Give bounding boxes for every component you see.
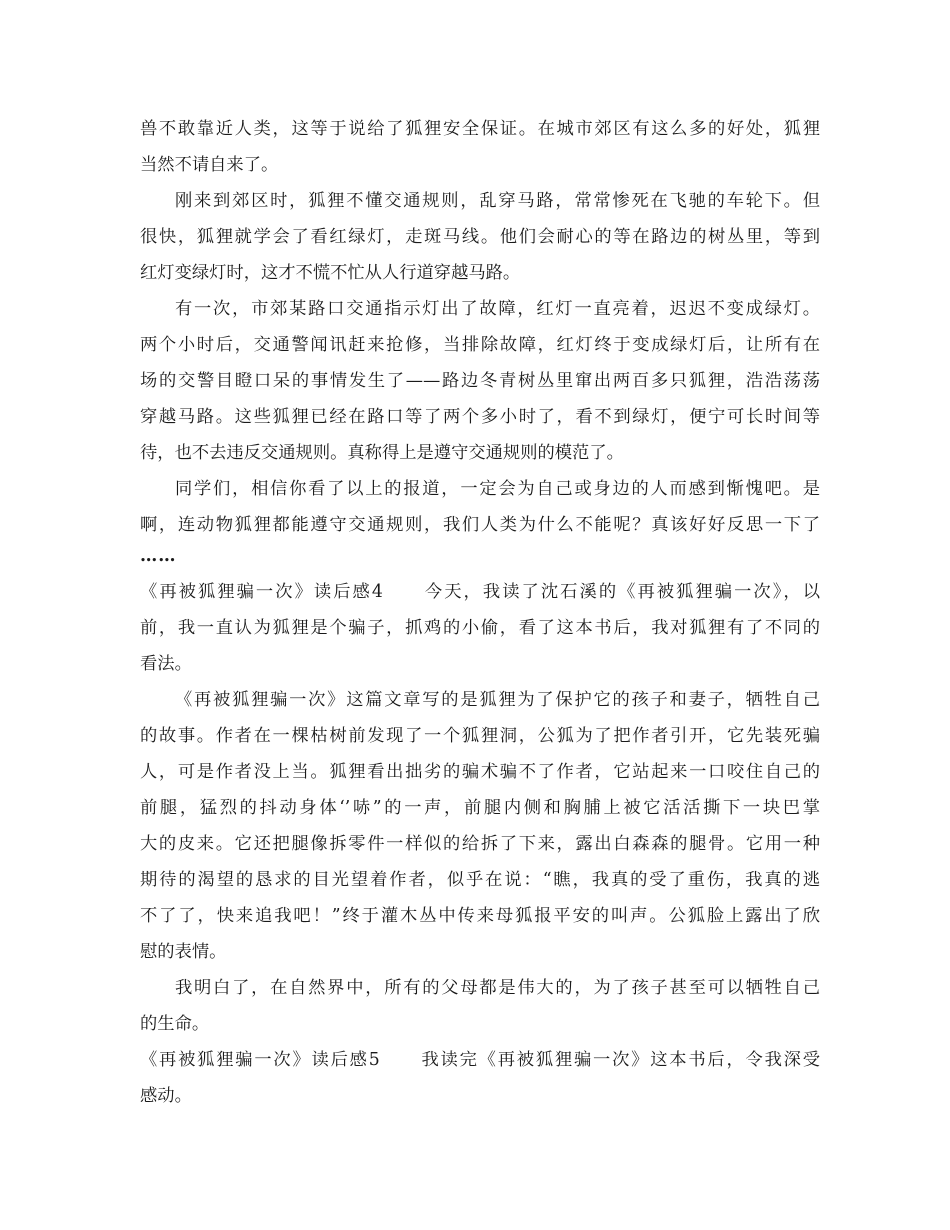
text-line: 两个小时后，交通警闻讯赶来抢修，当排除故障，红灯终于变成绿灯后，让所有在: [140, 335, 820, 355]
text-line: 待，也不去违反交通规则。真称得上是遵守交通规则的模范了。: [140, 443, 624, 463]
section-title: 《再被狐狸骗一次》读后感4: [140, 582, 383, 602]
text-line: 有一次，市郊某路口交通指示灯出了故障，红灯一直亮着，迟迟不变成绿灯。: [175, 299, 820, 319]
text-line: 红灯变绿灯时，这才不慌不忙从人行道穿越马路。: [140, 263, 521, 283]
section-heading-line: [140, 1049, 820, 1071]
section-title: 《再被狐狸骗一次》读后感5: [140, 1050, 380, 1070]
text-line: 当然不请自来了。: [140, 155, 279, 175]
text-line: 我读完《再被狐狸骗一次》这本书后，令我深受: [419, 1050, 820, 1070]
text-line: 同学们，相信你看了以上的报道，一定会为自己或身边的人而感到惭愧吧。是: [175, 479, 820, 499]
text-line: 《再被狐狸骗一次》这篇文章写的是狐狸为了保护它的孩子和妻子，牺牲自己: [175, 690, 820, 710]
text-line: 感动。: [140, 1086, 192, 1106]
text-line: 的生命。: [140, 1014, 210, 1034]
text-line: 的故事。作者在一棵枯树前发现了一个狐狸洞，公狐为了把作者引开，它先装死骗: [140, 726, 820, 746]
text-line: 期待的渴望的恳求的目光望着作者，似乎在说：“瞧，我真的受了重伤，我真的逃: [140, 870, 820, 890]
text-line: 我明白了，在自然界中，所有的父母都是伟大的，为了孩子甚至可以牺牲自己: [175, 978, 820, 998]
text-line: 前腿，猛烈的抖动身体‘’哧”的一声，前腿内侧和胸脯上被它活活撕下一块巴掌: [140, 798, 820, 818]
text-line: 穿越马路。这些狐狸已经在路口等了两个多小时了，看不到绿灯，便宁可长时间等: [140, 407, 820, 427]
text-line: 大的皮来。它还把腿像拆零件一样似的给拆了下来，露出白森森的腿骨。它用一种: [140, 834, 820, 854]
text-line: 场的交警目瞪口呆的事情发生了——路边冬青树丛里窜出两百多只狐狸，浩浩荡荡: [140, 371, 820, 391]
text-line: ……: [140, 546, 177, 566]
text-line: 不了了，快来追我吧！”终于灌木丛中传来母狐报平安的叫声。公狐脸上露出了欣: [140, 906, 820, 926]
text-line: 兽不敢靠近人类，这等于说给了狐狸安全保证。在城市郊区有这么多的好处，狐狸: [140, 119, 820, 139]
text-line: 啊，连动物狐狸都能遵守交通规则，我们人类为什么不能呢？真该好好反思一下了: [140, 515, 820, 535]
text-line: 刚来到郊区时，狐狸不懂交通规则，乱穿马路，常常惨死在飞驰的车轮下。但: [175, 191, 820, 211]
section-heading-line: [140, 581, 820, 603]
text-line: 今天，我读了沈石溪的《再被狐狸骗一次》，以: [422, 582, 820, 602]
text-line: 看法。: [140, 654, 192, 674]
text-line: 很快，狐狸就学会了看红绿灯，走斑马线。他们会耐心的等在路边的树丛里，等到: [140, 227, 820, 247]
text-line: 前，我一直认为狐狸是个骗子，抓鸡的小偷，看了这本书后，我对狐狸有了不同的: [140, 618, 820, 638]
text-line: 慰的表情。: [140, 942, 227, 962]
text-line: 人，可是作者没上当。狐狸看出拙劣的骗术骗不了作者，它站起来一口咬住自己的: [140, 762, 820, 782]
